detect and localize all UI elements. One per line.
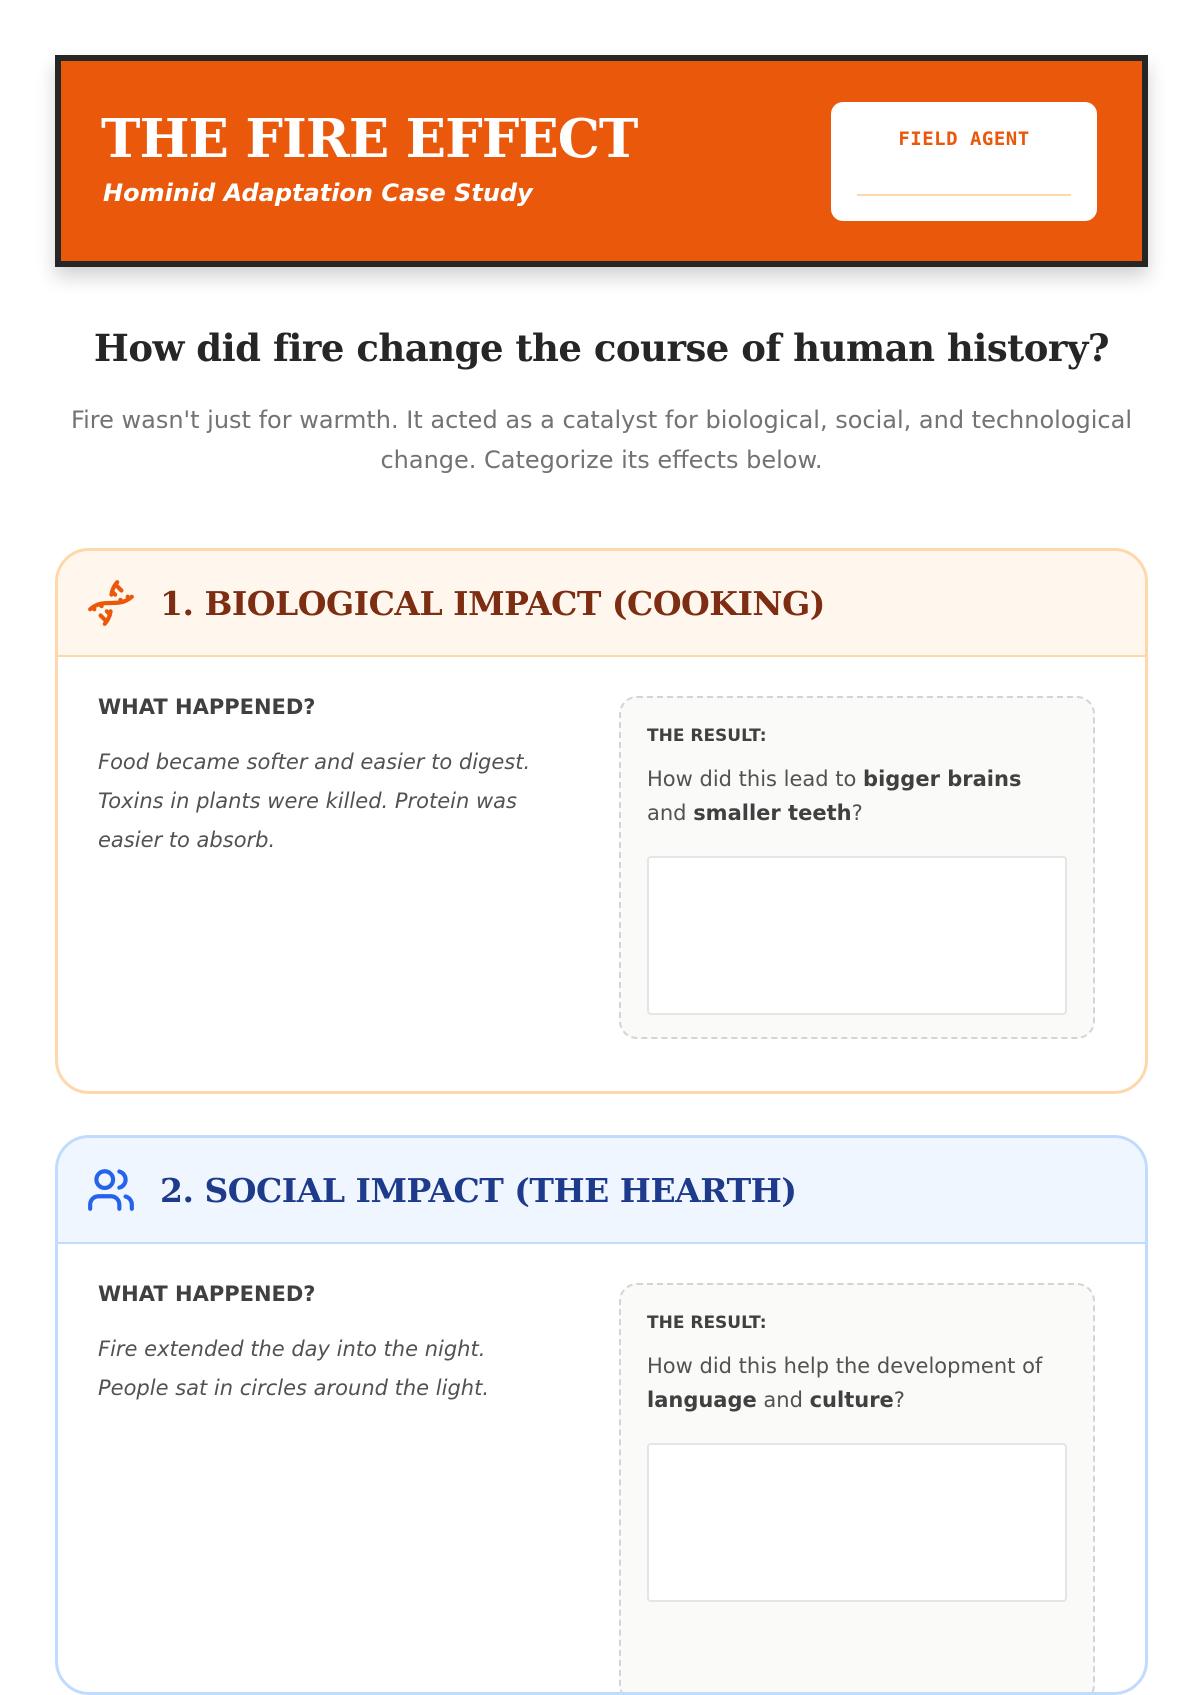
field-agent-input[interactable]: [857, 174, 1071, 196]
what-happened-label: WHAT HAPPENED?: [98, 695, 316, 719]
users-icon: [86, 1165, 136, 1215]
essential-question: How did fire change the course of human history?: [93, 326, 1110, 370]
result-keyword: smaller teeth: [693, 801, 852, 825]
section-header: [58, 551, 1145, 657]
result-keyword: bigger brains: [863, 767, 1022, 791]
worksheet-page: [55, 55, 1148, 1412]
result-question-text: ?: [893, 1388, 905, 1412]
result-question-text: How did this lead to: [647, 767, 864, 791]
section-title: 1. BIOLOGICAL IMPACT (COOKING): [160, 583, 825, 623]
result-box: [619, 696, 1095, 1039]
result-question: [647, 1349, 1067, 1417]
result-question-text: and: [647, 801, 694, 825]
answer-textarea[interactable]: [647, 856, 1067, 1015]
dna-icon: [86, 578, 136, 628]
field-agent-card: [831, 102, 1097, 221]
result-keyword: language: [647, 1388, 757, 1412]
field-agent-label: FIELD AGENT: [898, 128, 1030, 150]
result-question-text: and: [756, 1388, 810, 1412]
what-happened-text: Food became softer and easier to digest. Toxins in plants were killed. Protein was easier to absorb.: [98, 750, 531, 852]
section-card-biological: [55, 548, 1148, 1094]
result-label: THE RESULT:: [647, 726, 767, 746]
result-keyword: culture: [809, 1388, 894, 1412]
section-title: 2. SOCIAL IMPACT (THE HEARTH): [160, 1170, 797, 1210]
section-header: [58, 1138, 1145, 1244]
header-banner: [55, 55, 1148, 267]
result-box: [619, 1283, 1095, 1695]
what-happened-label: WHAT HAPPENED?: [98, 1282, 316, 1306]
result-question-text: ?: [851, 801, 863, 825]
result-question-text: How did this help the development of: [647, 1354, 1043, 1378]
result-label: THE RESULT:: [647, 1313, 767, 1333]
page-title: THE FIRE EFFECT: [101, 108, 638, 170]
intro-description: Fire wasn't just for warmth. It acted as a catalyst for biological, social, and technological change. Categorize its effects below.: [71, 406, 1132, 474]
answer-textarea[interactable]: [647, 1443, 1067, 1602]
section-card-social: [55, 1135, 1148, 1695]
result-question: [647, 762, 1067, 830]
page-subtitle: Hominid Adaptation Case Study: [103, 179, 533, 207]
what-happened-text: Fire extended the day into the night. People sat in circles around the light.: [98, 1337, 489, 1400]
